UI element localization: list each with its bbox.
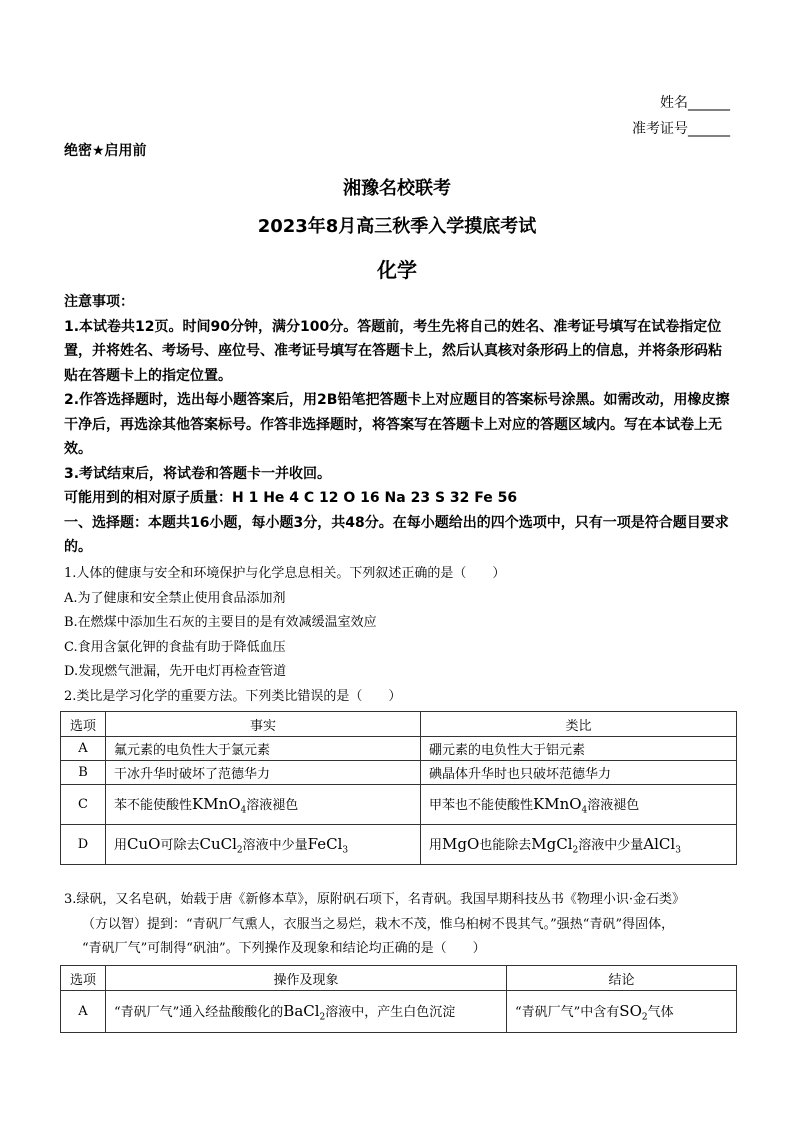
row-option: B — [61, 761, 106, 785]
row-option: A — [61, 737, 106, 761]
question-2-table — [60, 711, 737, 865]
option-c: C.食用含氯化钾的食盐有助于降低血压 — [64, 639, 286, 655]
row-analogy: 碘晶体升华时也只破坏范德华力 — [421, 761, 737, 785]
notes-heading: 注意事项： — [64, 294, 134, 310]
table-row — [61, 785, 737, 825]
header-operation: 操作及现象 — [106, 966, 507, 991]
question-3 — [64, 888, 738, 962]
note-item: 2.作答选择题时，选出每小题答案后，用2B铅笔把答题卡上对应题目的答案标号涂黑。如需改动，用橡皮擦干净后，再选涂其他答案标号。作答非选择题时，将答案写在答题卡上对应的答题区域内。写在本试卷上无效。 — [64, 392, 730, 457]
header-conclusion: 结论 — [507, 966, 737, 991]
name-field-label: 姓名______ — [660, 95, 730, 111]
exam-id-field-label: 准考证号______ — [632, 121, 730, 137]
row-fact: 氟元素的电负性大于氯元素 — [106, 737, 421, 761]
row-analogy: 用MgO也能除去MgCl$_2$溶液中少量AlCl$_3$ — [421, 825, 737, 865]
option-b: B.在燃煤中添加生石灰的主要目的是有效减缓温室效应 — [64, 615, 377, 630]
table-row — [61, 737, 737, 761]
row-option: D — [61, 825, 106, 865]
option-d: D.发现燃气泄漏，先开电灯再检查管道 — [64, 664, 287, 679]
option-a: A.为了健康和安全禁止使用食品添加剂 — [64, 590, 286, 606]
row-fact: 干冰升华时破坏了范德华力 — [106, 761, 421, 785]
question-2-stem: 2.类比是学习化学的重要方法。下列类比错误的是（ ） — [64, 688, 402, 704]
table-row — [61, 991, 737, 1033]
row-fact: 苯不能使酸性KMnO$_4$溶液褪色 — [106, 785, 421, 825]
header-fact: 事实 — [106, 712, 421, 737]
table-row — [61, 761, 737, 785]
question-stem: 1.人体的健康与安全和环境保护与化学息息相关。下列叙述正确的是（ ） — [64, 566, 506, 581]
question-1 — [64, 562, 738, 709]
exam-notes — [64, 290, 730, 560]
note-item: 3.考试结束后，将试卷和答题卡一并收回。 — [64, 465, 332, 482]
atomic-mass-line: 可能用到的相对原子质量：H 1 He 4 C 12 O 16 Na 23 S 32 Fe 56 — [64, 490, 518, 506]
row-option: A — [61, 991, 106, 1033]
row-fact: 用CuO可除去CuCl$_2$溶液中少量FeCl$_3$ — [106, 825, 421, 865]
header-option: 选项 — [61, 966, 106, 991]
exam-organizer: 湘豫名校联考 — [343, 178, 451, 199]
row-option: C — [61, 785, 106, 825]
row-conclusion: “青矾厂气”中含有$SO_2$气体 — [507, 991, 737, 1033]
candidate-info — [632, 90, 730, 142]
header-option: 选项 — [61, 712, 106, 737]
question-stem: “青矾厂气”可制得“矾油”。下列操作及现象和结论均正确的是（ ） — [82, 941, 486, 956]
question-3-table — [60, 965, 737, 1033]
question-stem: 3.绿矾，又名皂矾，始载于唐《新修本草》，原附矾石项下，名青矾。我国早期科技丛书《物理小识·金石类》 — [64, 892, 686, 907]
note-item: 1.本试卷共12页。时间90分钟，满分100分。答题前，考生先将自己的姓名、准考证号填写在试卷指定位置，并将姓名、考场号、座位号、准考证号填写在答题卡上，然后认真核对条形码上的信息，并将条形码粘贴在答题卡上的指定位置。 — [64, 318, 722, 384]
row-operation: “青矾厂气”通入经盐酸酸化的BaCl$_2$溶液中，产生白色沉淀 — [106, 991, 507, 1033]
exam-title: 2023年8月高三秋季入学摸底考试 — [257, 216, 537, 237]
section-heading: 一、选择题：本题共16小题，每小题3分，共48分。在每小题给出的四个选项中，只有一项是符合题目要求的。 — [64, 514, 729, 555]
row-analogy: 甲苯也不能使酸性KMnO$_4$溶液褪色 — [421, 785, 737, 825]
table-row — [61, 825, 737, 865]
table-header-row — [61, 712, 737, 737]
exam-subject: 化学 — [377, 258, 417, 282]
confidential-mark: 绝密★启用前 — [64, 143, 147, 159]
table-header-row — [61, 966, 737, 991]
header-analogy: 类比 — [421, 712, 737, 737]
row-analogy: 硼元素的电负性大于铝元素 — [421, 737, 737, 761]
question-stem: （方以智）提到：“青矾厂气熏人，衣服当之易烂，栽木不茂，惟乌桕树不畏其气。”强热“青矾”得固体， — [82, 916, 675, 932]
